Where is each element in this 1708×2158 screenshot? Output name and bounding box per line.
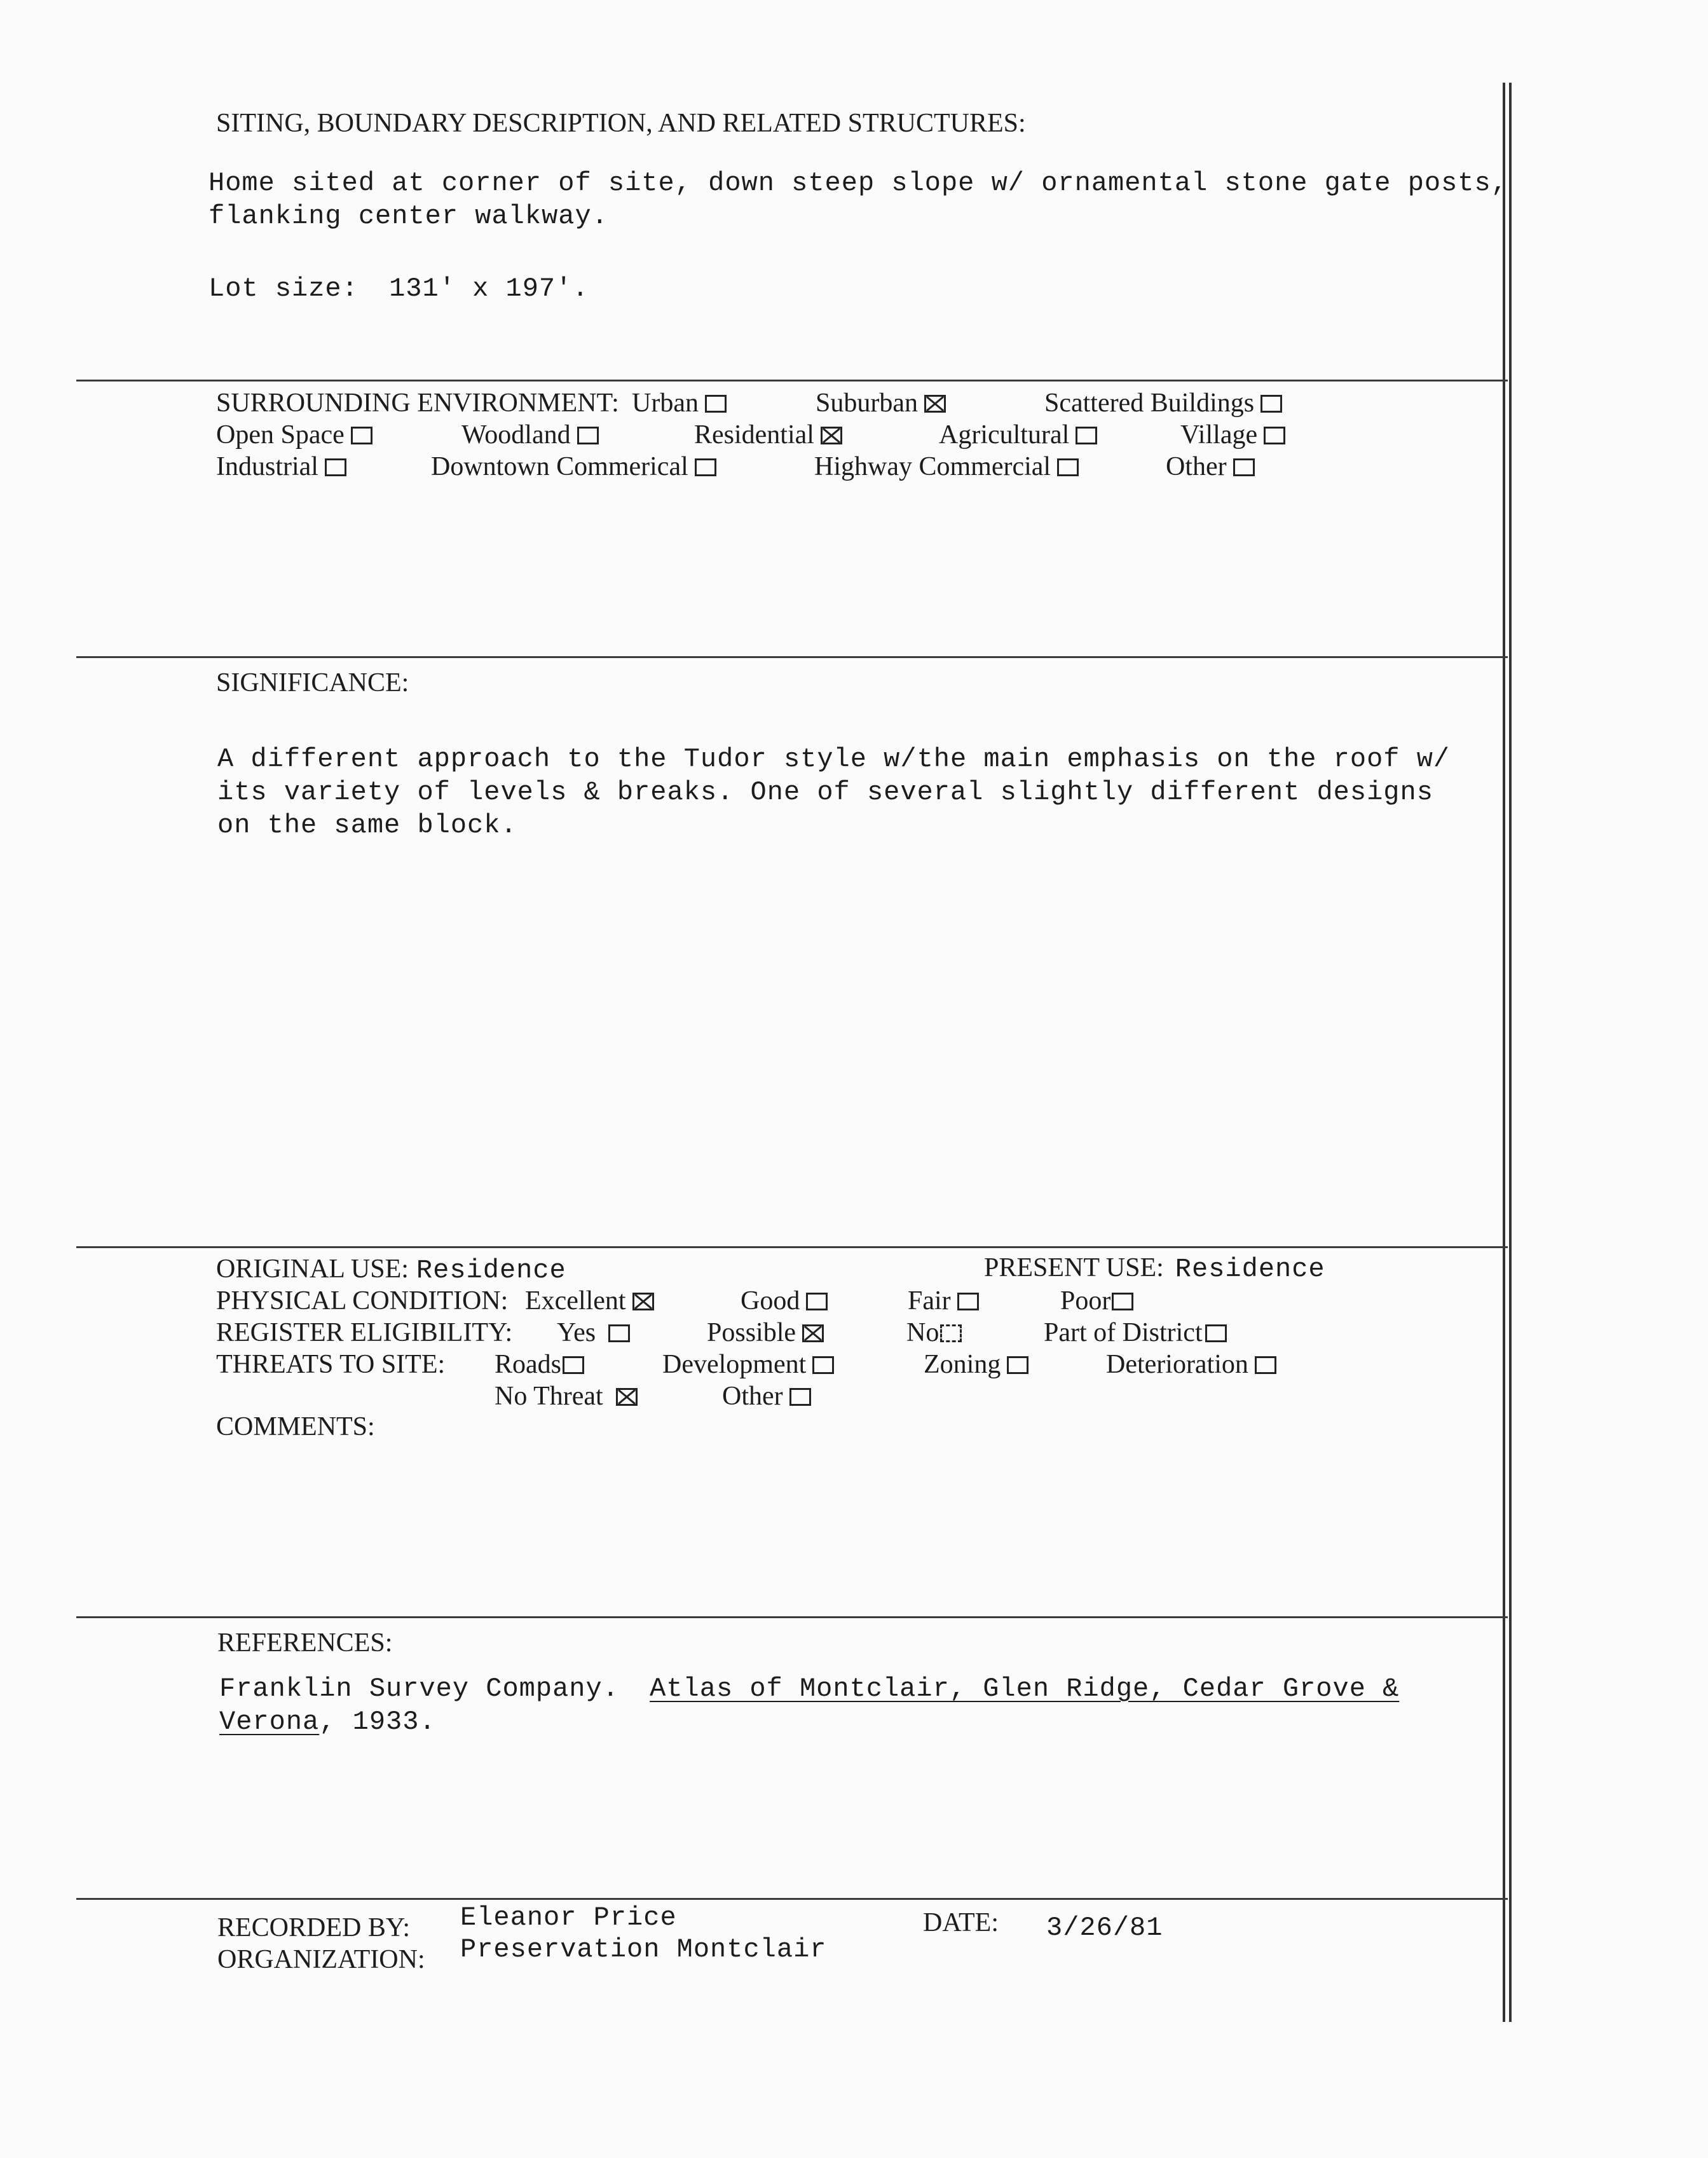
env-scattered-label: Scattered Buildings	[1044, 388, 1255, 418]
threat-roads	[495, 1349, 584, 1380]
env-highway-label: Highway Commercial	[814, 452, 1051, 481]
env-other-label: Other	[1166, 452, 1227, 481]
reference-author: Franklin Survey Company.	[219, 1673, 619, 1704]
section-divider	[76, 1616, 1508, 1618]
cond-fair-checkbox[interactable]	[957, 1293, 979, 1310]
threat-other-label: Other	[722, 1382, 783, 1411]
significance-line: on the same block.	[217, 810, 517, 841]
threat-roads-label: Roads	[495, 1350, 561, 1379]
threat-deterioration-checkbox[interactable]	[1255, 1356, 1276, 1374]
threat-no-threat-label: No Threat	[495, 1382, 603, 1411]
section-divider	[76, 656, 1508, 658]
present-use-value: Residence	[1175, 1254, 1325, 1284]
threat-no-threat	[495, 1381, 638, 1412]
reference-title-cont: Verona	[219, 1707, 320, 1737]
recorded-by-value: Eleanor Price	[460, 1902, 677, 1933]
cond-good	[741, 1286, 828, 1316]
env-residential-label: Residential	[694, 420, 814, 450]
env-scattered	[1044, 388, 1282, 418]
threat-zoning-checkbox[interactable]	[1007, 1356, 1028, 1374]
reference-line	[219, 1705, 1399, 1738]
env-urban-label: Urban	[632, 388, 699, 418]
env-agricultural-checkbox[interactable]	[1076, 427, 1097, 444]
right-border-line	[1509, 83, 1512, 2022]
elig-possible-label: Possible	[707, 1318, 796, 1347]
elig-district-checkbox[interactable]	[1205, 1324, 1227, 1342]
cond-poor-label: Poor	[1060, 1286, 1111, 1316]
elig-district	[1044, 1317, 1227, 1348]
threats-label: THREATS TO SITE:	[216, 1350, 446, 1379]
siting-description	[208, 167, 1508, 233]
cond-excellent-checkbox[interactable]	[632, 1293, 654, 1310]
threat-deterioration	[1106, 1349, 1276, 1380]
siting-heading: SITING, BOUNDARY DESCRIPTION, AND RELATED STRUCTURES:	[216, 109, 1026, 138]
section-divider	[76, 1246, 1508, 1248]
significance-line: A different approach to the Tudor style w/the main emphasis on the roof w/	[217, 744, 1451, 774]
cond-good-checkbox[interactable]	[806, 1293, 828, 1310]
lot-size-value: 131' x 197'.	[389, 273, 589, 304]
significance-text	[217, 743, 1450, 842]
elig-no	[906, 1317, 962, 1348]
original-use-label: ORIGINAL USE:	[216, 1254, 409, 1284]
env-woodland-label: Woodland	[461, 420, 571, 450]
date-value: 3/26/81	[1046, 1913, 1163, 1943]
present-use	[984, 1253, 1325, 1284]
env-industrial-checkbox[interactable]	[325, 458, 346, 476]
organization-label: ORGANIZATION:	[217, 1945, 425, 1974]
lot-size-label: Lot size:	[208, 273, 359, 304]
section-divider	[76, 1898, 1508, 1900]
threat-development-checkbox[interactable]	[812, 1356, 834, 1374]
env-woodland	[461, 420, 599, 450]
env-other	[1166, 451, 1255, 482]
cond-fair	[908, 1286, 979, 1316]
original-use	[216, 1254, 566, 1286]
environment-row-1	[216, 388, 619, 418]
organization-value: Preservation Montclair	[460, 1934, 827, 1965]
environment-label: SURROUNDING ENVIRONMENT:	[216, 388, 619, 418]
threat-development-label: Development	[662, 1350, 807, 1379]
elig-district-label: Part of District	[1044, 1318, 1203, 1347]
original-use-value: Residence	[416, 1255, 566, 1286]
cond-good-label: Good	[741, 1286, 800, 1316]
env-village-label: Village	[1180, 420, 1258, 450]
date-label: DATE:	[923, 1908, 999, 1937]
reference-year: , 1933.	[319, 1707, 436, 1737]
siting-line: Home sited at corner of site, down steep slope w/ ornamental stone gate posts,	[208, 168, 1508, 198]
threat-deterioration-label: Deterioration	[1106, 1350, 1248, 1379]
env-open-space-checkbox[interactable]	[351, 427, 372, 444]
elig-yes-checkbox[interactable]	[608, 1324, 630, 1342]
cond-poor-checkbox[interactable]	[1112, 1293, 1133, 1310]
env-highway	[814, 451, 1079, 482]
env-suburban	[816, 388, 946, 418]
reference-line	[219, 1672, 1399, 1705]
elig-yes-label: Yes	[557, 1318, 596, 1347]
env-agricultural	[939, 420, 1097, 450]
cond-poor	[1060, 1286, 1133, 1316]
env-open-space-label: Open Space	[216, 420, 345, 450]
env-residential-checkbox[interactable]	[821, 427, 842, 444]
env-scattered-checkbox[interactable]	[1261, 395, 1282, 413]
siting-line: flanking center walkway.	[208, 201, 608, 231]
env-agricultural-label: Agricultural	[939, 420, 1070, 450]
env-industrial-label: Industrial	[216, 452, 318, 481]
references-text	[219, 1672, 1399, 1738]
env-downtown-checkbox[interactable]	[695, 458, 716, 476]
threat-zoning-label: Zoning	[924, 1350, 1001, 1379]
elig-possible-checkbox[interactable]	[802, 1324, 824, 1342]
elig-no-label: No	[906, 1318, 939, 1347]
cond-excellent	[525, 1286, 654, 1316]
env-woodland-checkbox[interactable]	[577, 427, 599, 444]
env-industrial	[216, 451, 346, 482]
significance-heading: SIGNIFICANCE:	[216, 668, 409, 698]
threat-zoning	[924, 1349, 1028, 1380]
env-other-checkbox[interactable]	[1233, 458, 1255, 476]
right-border-line	[1503, 83, 1505, 2022]
env-downtown-label: Downtown Commerical	[431, 452, 688, 481]
env-suburban-checkbox[interactable]	[924, 395, 946, 413]
elig-no-checkbox[interactable]	[940, 1324, 962, 1342]
env-residential	[694, 420, 842, 450]
section-divider	[76, 380, 1508, 381]
threat-other-checkbox[interactable]	[789, 1388, 811, 1406]
threat-development	[662, 1349, 834, 1380]
cond-excellent-label: Excellent	[525, 1286, 626, 1316]
threat-roads-checkbox[interactable]	[563, 1356, 584, 1374]
env-open-space	[216, 420, 372, 450]
env-highway-checkbox[interactable]	[1057, 458, 1079, 476]
comments-label: COMMENTS:	[216, 1412, 375, 1441]
reference-title: Atlas of Montclair, Glen Ridge, Cedar Grove &	[650, 1673, 1400, 1704]
significance-line: its variety of levels & breaks. One of several slightly different designs	[217, 777, 1433, 808]
env-downtown	[431, 451, 716, 482]
elig-yes	[557, 1317, 630, 1348]
env-urban	[632, 388, 727, 418]
present-use-label: PRESENT USE:	[984, 1253, 1164, 1282]
env-urban-checkbox[interactable]	[705, 395, 727, 413]
elig-possible	[707, 1317, 824, 1348]
env-village-checkbox[interactable]	[1264, 427, 1285, 444]
threat-no-threat-checkbox[interactable]	[616, 1388, 638, 1406]
lot-size	[208, 273, 589, 304]
env-village	[1180, 420, 1285, 450]
threat-other	[722, 1381, 811, 1412]
condition-label: PHYSICAL CONDITION:	[216, 1286, 509, 1316]
cond-fair-label: Fair	[908, 1286, 951, 1316]
eligibility-label: REGISTER ELIGIBILITY:	[216, 1318, 513, 1347]
references-heading: REFERENCES:	[217, 1628, 393, 1658]
recorded-by-label: RECORDED BY:	[217, 1913, 411, 1942]
env-suburban-label: Suburban	[816, 388, 918, 418]
